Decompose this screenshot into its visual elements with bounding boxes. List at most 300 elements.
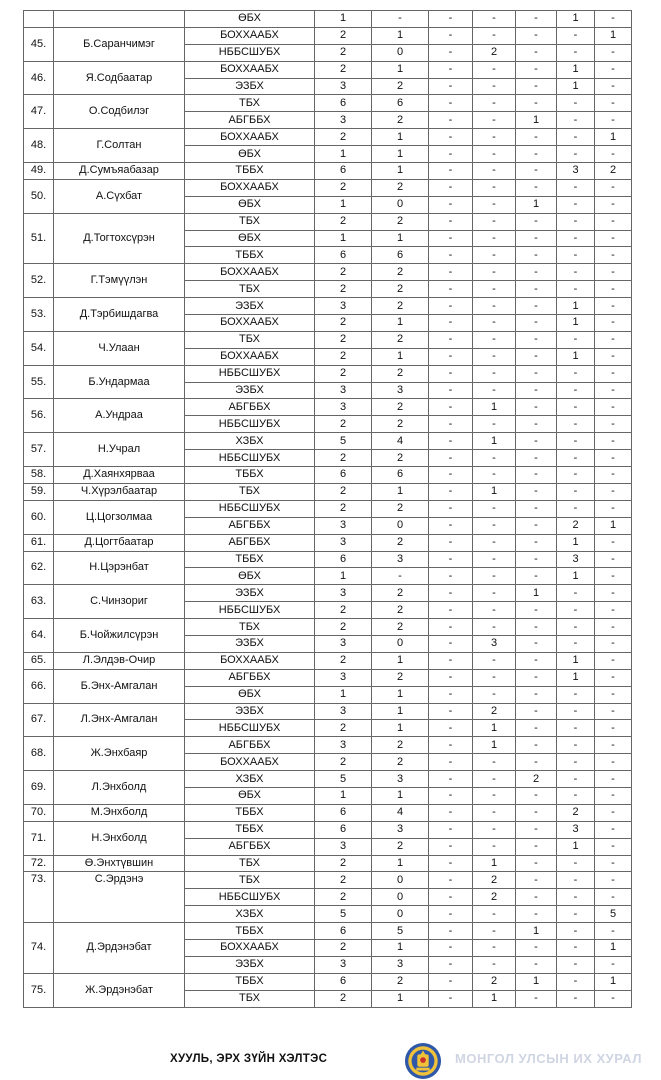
count-cell: - [516, 298, 557, 315]
committee-cell: АБГББХ [185, 112, 315, 129]
count-cell: - [557, 450, 595, 467]
count-cell: - [595, 44, 632, 61]
member-number: 45. [24, 27, 54, 61]
count-cell: - [595, 500, 632, 517]
committee-cell: ХЗБХ [185, 433, 315, 450]
count-cell: - [595, 230, 632, 247]
count-cell: - [429, 298, 473, 315]
count-cell: 1 [372, 990, 429, 1007]
count-cell: - [429, 44, 473, 61]
count-cell: - [557, 264, 595, 281]
count-cell: 2 [372, 416, 429, 433]
count-cell: 2 [372, 754, 429, 771]
count-cell: 6 [372, 467, 429, 484]
count-cell: - [595, 112, 632, 129]
count-cell: - [429, 365, 473, 382]
count-cell: - [429, 956, 473, 973]
table-row [24, 95, 632, 112]
count-cell: 6 [372, 95, 429, 112]
count-cell: - [516, 146, 557, 163]
count-cell: 2 [315, 855, 372, 872]
count-cell: - [429, 382, 473, 399]
footer-watermark: МОНГОЛ УЛСЫН ИХ ХУРАЛ [455, 1051, 642, 1066]
count-cell: - [595, 213, 632, 230]
committee-cell: ХЗБХ [185, 906, 315, 923]
count-cell: - [473, 348, 516, 365]
count-cell: - [473, 416, 516, 433]
count-cell: - [473, 771, 516, 788]
count-cell: 1 [372, 146, 429, 163]
member-number: 72. [24, 855, 54, 872]
count-cell: 4 [372, 804, 429, 821]
count-cell: 1 [473, 433, 516, 450]
count-cell: - [429, 213, 473, 230]
count-cell: - [473, 838, 516, 855]
count-cell: - [473, 804, 516, 821]
count-cell: 2 [315, 483, 372, 500]
table-row [24, 821, 632, 838]
count-cell: - [595, 348, 632, 365]
count-cell: - [429, 517, 473, 534]
count-cell: - [429, 635, 473, 652]
count-cell: 2 [315, 450, 372, 467]
count-cell: - [557, 585, 595, 602]
count-cell: 4 [372, 433, 429, 450]
count-cell: - [429, 872, 473, 889]
count-cell: 2 [473, 889, 516, 906]
count-cell: - [473, 196, 516, 213]
count-cell: - [516, 855, 557, 872]
count-cell: - [516, 568, 557, 585]
member-name: Ч.Хүрэлбаатар [54, 483, 185, 500]
member-name: Б.Энх-Амгалан [54, 669, 185, 703]
count-cell: - [473, 568, 516, 585]
count-cell: 1 [473, 990, 516, 1007]
committee-cell: БОХХААБХ [185, 61, 315, 78]
committee-cell: ТББХ [185, 804, 315, 821]
count-cell: - [429, 703, 473, 720]
member-number: 63. [24, 585, 54, 619]
member-name: А.Ундраа [54, 399, 185, 433]
count-cell: - [516, 804, 557, 821]
count-cell: - [429, 146, 473, 163]
committee-cell: ТББХ [185, 467, 315, 484]
count-cell: - [516, 534, 557, 551]
count-cell: - [429, 889, 473, 906]
table-row [24, 61, 632, 78]
count-cell: 2 [315, 264, 372, 281]
count-cell: - [473, 315, 516, 332]
count-cell: 1 [595, 939, 632, 956]
count-cell: - [473, 534, 516, 551]
count-cell: - [429, 230, 473, 247]
count-cell: 0 [372, 889, 429, 906]
member-name: Д.Хаянхярваа [54, 467, 185, 484]
count-cell: - [557, 906, 595, 923]
member-number: 53. [24, 298, 54, 332]
count-cell: - [372, 11, 429, 28]
committee-cell: ӨБХ [185, 196, 315, 213]
count-cell: 2 [315, 129, 372, 146]
table-row [24, 500, 632, 517]
count-cell: 2 [595, 163, 632, 180]
member-name: Н.Энхболд [54, 821, 185, 855]
count-cell: 1 [315, 230, 372, 247]
count-cell: - [473, 264, 516, 281]
count-cell: - [473, 652, 516, 669]
count-cell: - [595, 821, 632, 838]
count-cell: - [516, 754, 557, 771]
committee-cell: ЭЗБХ [185, 956, 315, 973]
committee-cell: БОХХААБХ [185, 939, 315, 956]
count-cell: - [429, 416, 473, 433]
member-name: О.Содбилэг [54, 95, 185, 129]
member-number: 58. [24, 467, 54, 484]
committee-cell: НББСШУБХ [185, 602, 315, 619]
count-cell: - [557, 703, 595, 720]
count-cell: - [473, 11, 516, 28]
count-cell: - [516, 551, 557, 568]
count-cell: - [595, 247, 632, 264]
count-cell: 2 [315, 720, 372, 737]
page-footer [0, 1040, 661, 1080]
count-cell: - [595, 990, 632, 1007]
committee-cell: ЭЗБХ [185, 703, 315, 720]
count-cell: - [473, 821, 516, 838]
committee-cell: ӨБХ [185, 686, 315, 703]
count-cell: - [595, 703, 632, 720]
count-cell: 1 [516, 196, 557, 213]
count-cell: 6 [315, 923, 372, 940]
committee-cell: ЭЗБХ [185, 78, 315, 95]
count-cell: 1 [372, 720, 429, 737]
count-cell: - [429, 61, 473, 78]
count-cell: - [473, 467, 516, 484]
count-cell: 1 [557, 838, 595, 855]
count-cell: - [372, 568, 429, 585]
committee-cell: ЭЗБХ [185, 298, 315, 315]
count-cell: - [516, 399, 557, 416]
count-cell: - [429, 129, 473, 146]
member-name [54, 11, 185, 28]
member-number [24, 11, 54, 28]
member-name: Г.Солтан [54, 129, 185, 163]
count-cell: - [516, 27, 557, 44]
count-cell: - [595, 534, 632, 551]
count-cell: 1 [473, 855, 516, 872]
count-cell: 0 [372, 517, 429, 534]
count-cell: 2 [315, 348, 372, 365]
count-cell: - [516, 230, 557, 247]
count-cell: - [429, 331, 473, 348]
count-cell: 2 [315, 179, 372, 196]
committee-cell: НББСШУБХ [185, 416, 315, 433]
committee-cell: БОХХААБХ [185, 652, 315, 669]
count-cell: - [595, 331, 632, 348]
count-cell: - [516, 450, 557, 467]
member-name: Д.Сумъяабазар [54, 163, 185, 180]
member-number: 74. [24, 923, 54, 974]
count-cell: 3 [315, 78, 372, 95]
count-cell: 1 [315, 787, 372, 804]
count-cell: 2 [372, 737, 429, 754]
member-name: Д.Тэрбишдагва [54, 298, 185, 332]
count-cell: 2 [372, 112, 429, 129]
committee-cell: БОХХААБХ [185, 179, 315, 196]
count-cell: - [429, 923, 473, 940]
count-cell: - [473, 213, 516, 230]
count-cell: 6 [315, 95, 372, 112]
count-cell: 1 [557, 669, 595, 686]
count-cell: - [473, 247, 516, 264]
committee-cell: НББСШУБХ [185, 720, 315, 737]
committee-cell: ТББХ [185, 551, 315, 568]
count-cell: 1 [557, 534, 595, 551]
count-cell: - [516, 956, 557, 973]
committee-cell: ӨБХ [185, 230, 315, 247]
count-cell: - [595, 315, 632, 332]
count-cell: - [429, 179, 473, 196]
count-cell: - [595, 433, 632, 450]
count-cell: - [516, 737, 557, 754]
member-name: Ц.Цогзолмаа [54, 500, 185, 534]
member-name: Н.Учрал [54, 433, 185, 467]
count-cell: - [595, 416, 632, 433]
count-cell: 2 [372, 213, 429, 230]
count-cell: - [557, 737, 595, 754]
committee-cell: НББСШУБХ [185, 44, 315, 61]
committee-cell: НББСШУБХ [185, 365, 315, 382]
count-cell: - [429, 838, 473, 855]
table-row [24, 365, 632, 382]
member-name: Л.Элдэв-Очир [54, 652, 185, 669]
count-cell: - [516, 703, 557, 720]
count-cell: - [557, 27, 595, 44]
member-name: Б.Чойжилсүрэн [54, 619, 185, 653]
count-cell: - [557, 923, 595, 940]
member-name: Н.Цэрэнбат [54, 551, 185, 585]
count-cell: - [557, 112, 595, 129]
count-cell: - [516, 331, 557, 348]
count-cell: 2 [315, 602, 372, 619]
count-cell: - [429, 95, 473, 112]
count-cell: - [516, 483, 557, 500]
count-cell: - [429, 399, 473, 416]
count-cell: 2 [473, 703, 516, 720]
count-cell: - [429, 467, 473, 484]
count-cell: - [557, 619, 595, 636]
member-name: Ч.Улаан [54, 331, 185, 365]
count-cell: - [595, 754, 632, 771]
count-cell: 2 [315, 416, 372, 433]
table-row [24, 872, 632, 889]
count-cell: - [516, 348, 557, 365]
count-cell: 1 [372, 703, 429, 720]
member-number: 67. [24, 703, 54, 737]
member-number: 62. [24, 551, 54, 585]
count-cell: 2 [315, 889, 372, 906]
count-cell: 3 [315, 956, 372, 973]
count-cell: 0 [372, 872, 429, 889]
count-cell: 2 [315, 754, 372, 771]
state-emblem-icon [404, 1042, 442, 1080]
count-cell: - [429, 787, 473, 804]
committee-cell: БОХХААБХ [185, 315, 315, 332]
committee-cell: ТБХ [185, 213, 315, 230]
count-cell: - [473, 754, 516, 771]
count-cell: 2 [372, 179, 429, 196]
count-cell: - [473, 365, 516, 382]
count-cell: - [473, 500, 516, 517]
member-number: 69. [24, 771, 54, 805]
count-cell: - [516, 467, 557, 484]
count-cell: 1 [516, 923, 557, 940]
count-cell: - [516, 872, 557, 889]
count-cell: - [595, 585, 632, 602]
count-cell: 1 [516, 973, 557, 990]
count-cell: - [473, 517, 516, 534]
count-cell: 2 [372, 399, 429, 416]
count-cell: 1 [372, 27, 429, 44]
committee-cell: ТБХ [185, 619, 315, 636]
count-cell: 1 [315, 568, 372, 585]
committee-cell: ЭЗБХ [185, 635, 315, 652]
committee-cell: ТББХ [185, 821, 315, 838]
count-cell: - [473, 129, 516, 146]
count-cell: - [429, 78, 473, 95]
count-cell: - [557, 855, 595, 872]
count-cell: - [429, 568, 473, 585]
count-cell: - [516, 179, 557, 196]
member-number: 52. [24, 264, 54, 298]
count-cell: 2 [315, 990, 372, 1007]
count-cell: 2 [372, 78, 429, 95]
count-cell: 2 [315, 365, 372, 382]
table-row [24, 467, 632, 484]
count-cell: 2 [315, 281, 372, 298]
member-number: 51. [24, 213, 54, 264]
count-cell: - [595, 298, 632, 315]
count-cell: 3 [315, 298, 372, 315]
member-name: Г.Тэмүүлэн [54, 264, 185, 298]
count-cell: 3 [315, 635, 372, 652]
count-cell: 1 [372, 483, 429, 500]
committee-cell: АБГББХ [185, 838, 315, 855]
count-cell: - [516, 129, 557, 146]
committee-cell: НББСШУБХ [185, 889, 315, 906]
count-cell: - [429, 737, 473, 754]
count-cell: - [557, 281, 595, 298]
count-cell: - [473, 281, 516, 298]
member-number: 46. [24, 61, 54, 95]
count-cell: - [429, 534, 473, 551]
table-row [24, 771, 632, 788]
count-cell: - [429, 686, 473, 703]
count-cell: 2 [372, 500, 429, 517]
table-row [24, 804, 632, 821]
count-cell: 2 [557, 804, 595, 821]
member-name: М.Энхболд [54, 804, 185, 821]
count-cell: - [429, 602, 473, 619]
table-row [24, 27, 632, 44]
member-number: 55. [24, 365, 54, 399]
count-cell: - [595, 652, 632, 669]
committee-cell: ЭЗБХ [185, 585, 315, 602]
count-cell: 1 [595, 129, 632, 146]
member-name: Д.Цогтбаатар [54, 534, 185, 551]
count-cell: 3 [315, 534, 372, 551]
count-cell: - [429, 483, 473, 500]
count-cell: - [557, 787, 595, 804]
count-cell: 1 [595, 973, 632, 990]
count-cell: 1 [557, 78, 595, 95]
count-cell: 3 [315, 399, 372, 416]
count-cell: 3 [315, 703, 372, 720]
count-cell: 2 [315, 44, 372, 61]
member-name: Б.Саранчимэг [54, 27, 185, 61]
count-cell: - [595, 720, 632, 737]
count-cell: 6 [315, 973, 372, 990]
count-cell: - [595, 467, 632, 484]
count-cell: 0 [372, 196, 429, 213]
table-row [24, 213, 632, 230]
count-cell: - [595, 450, 632, 467]
table-row [24, 619, 632, 636]
count-cell: - [473, 298, 516, 315]
committee-cell: НББСШУБХ [185, 500, 315, 517]
member-number: 60. [24, 500, 54, 534]
member-number: 64. [24, 619, 54, 653]
committee-cell: АБГББХ [185, 669, 315, 686]
count-cell: - [429, 433, 473, 450]
table-row [24, 331, 632, 348]
table-body [24, 11, 632, 1008]
count-cell: - [557, 331, 595, 348]
count-cell: - [429, 247, 473, 264]
count-cell: - [473, 27, 516, 44]
committee-cell: ТБХ [185, 990, 315, 1007]
committee-cell: АБГББХ [185, 399, 315, 416]
count-cell: - [429, 771, 473, 788]
count-cell: 1 [315, 686, 372, 703]
member-name: Я.Содбаатар [54, 61, 185, 95]
count-cell: - [516, 11, 557, 28]
count-cell: 3 [315, 382, 372, 399]
count-cell: - [473, 230, 516, 247]
table-row [24, 129, 632, 146]
count-cell: 3 [315, 112, 372, 129]
count-cell: - [473, 619, 516, 636]
committee-cell: БОХХААБХ [185, 754, 315, 771]
count-cell: 2 [315, 872, 372, 889]
member-name: Б.Ундармаа [54, 365, 185, 399]
count-cell: 2 [372, 331, 429, 348]
count-cell: - [557, 754, 595, 771]
count-cell: 1 [315, 196, 372, 213]
count-cell: - [516, 990, 557, 1007]
count-cell: - [516, 264, 557, 281]
count-cell: 2 [372, 281, 429, 298]
table-row [24, 855, 632, 872]
count-cell: 2 [372, 602, 429, 619]
count-cell: - [595, 872, 632, 889]
count-cell: - [473, 382, 516, 399]
table-row [24, 737, 632, 754]
table-row [24, 433, 632, 450]
count-cell: 3 [372, 551, 429, 568]
table-row [24, 163, 632, 180]
count-cell: 1 [372, 348, 429, 365]
